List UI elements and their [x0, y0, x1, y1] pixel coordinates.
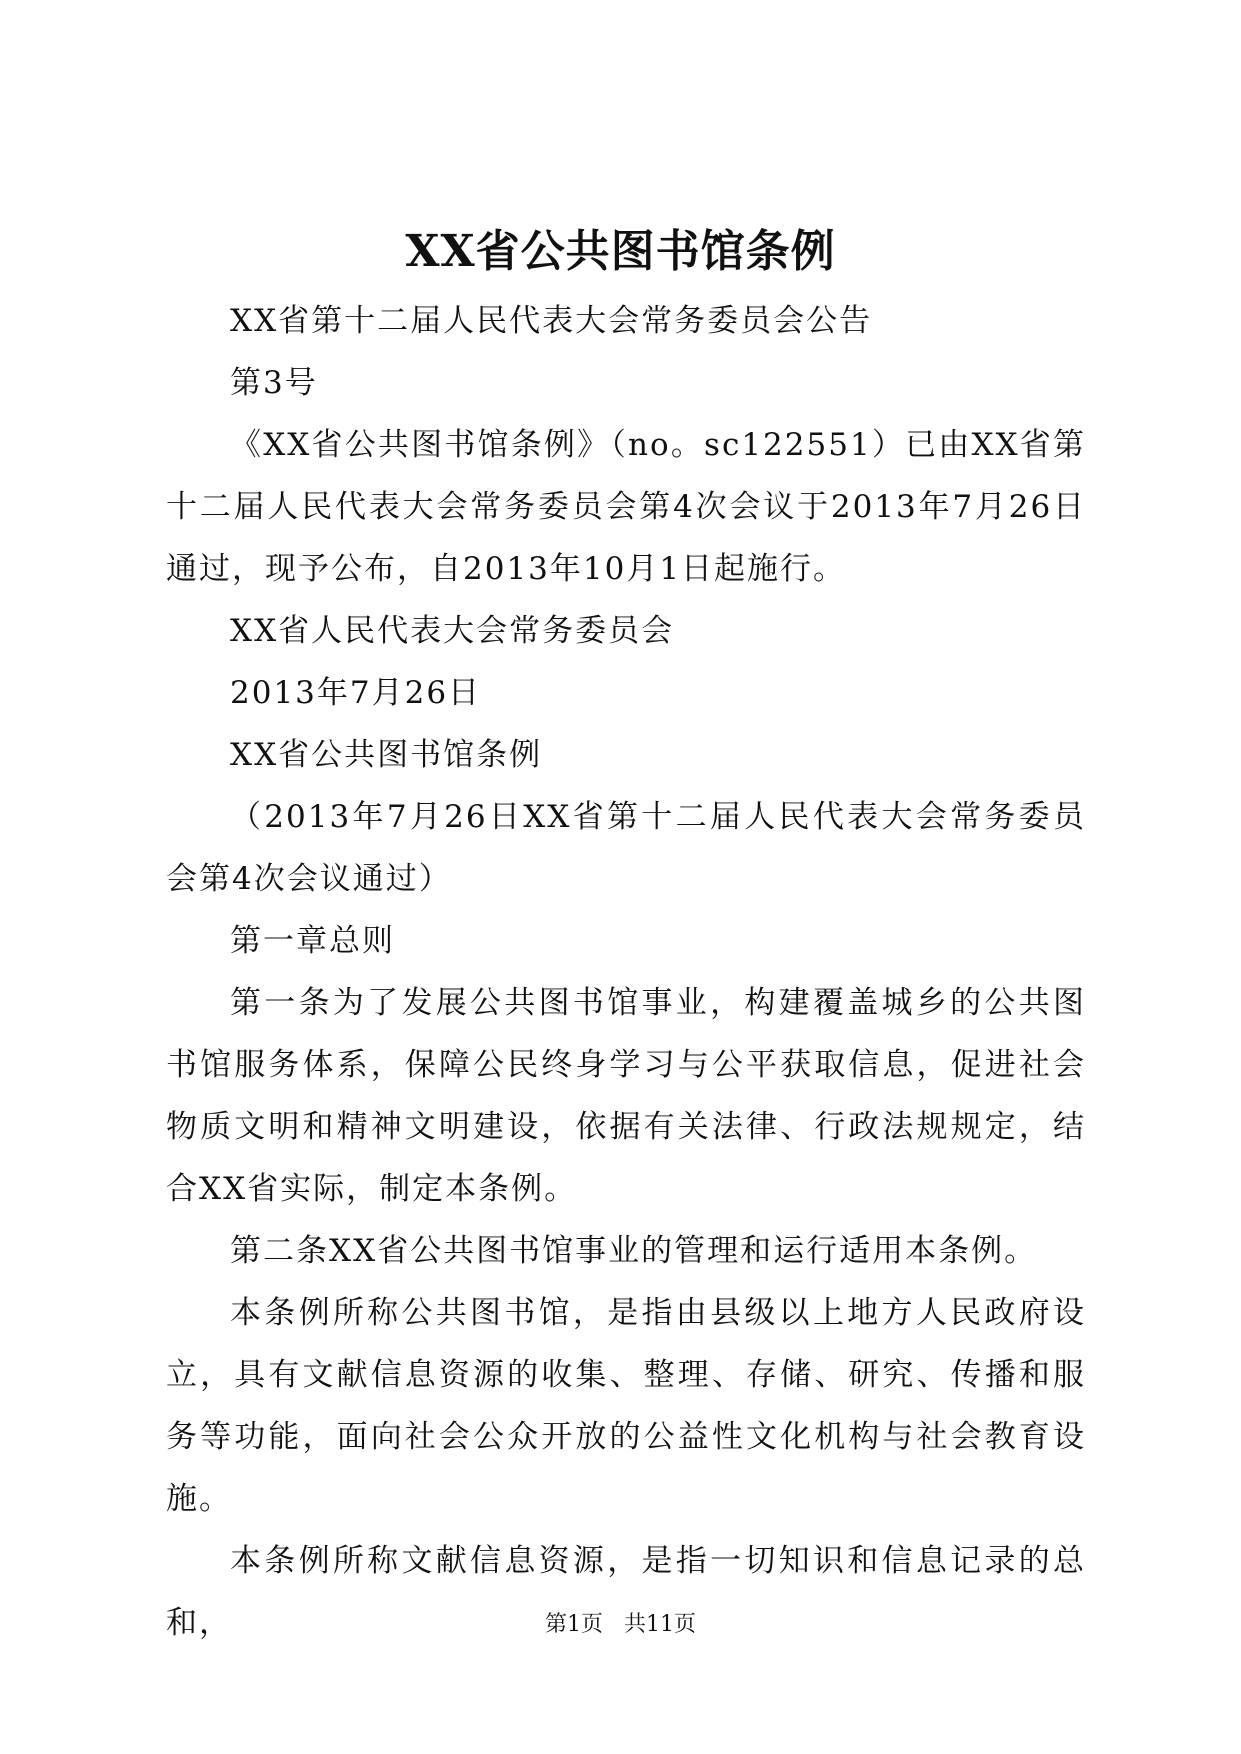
- paragraph-definition-library: 本条例所称公共图书馆，是指由县级以上地方人民政府设立，具有文献信息资源的收集、整理、存储、研究、传播和服务等功能，面向社会公众开放的公益性文化机构与社会教育设施。: [166, 1295, 1086, 1517]
- paragraph-regulation-title: XX省公共图书馆条例: [230, 737, 543, 773]
- page-separator: [610, 1612, 617, 1637]
- paragraph-article-1: 第一条为了发展公共图书馆事业，构建覆盖城乡的公共图书馆服务体系，保障公民终身学习与公平获取信息，促进社会物质文明和精神文明建设，依据有关法律、行政法规规定，结合XX省实际，制定本条例。: [166, 985, 1086, 1207]
- paragraph-adoption-note: （2013年7月26日XX省第十二届人民代表大会常务委员会第4次会议通过）: [166, 799, 1086, 897]
- document-body: [166, 290, 1086, 1654]
- paragraph-definition-resources: 本条例所称文献信息资源，是指一切知识和信息记录的总和，: [166, 1543, 1086, 1641]
- paragraph-chapter-heading: 第一章总则: [230, 923, 395, 959]
- document-title: XX省公共图书馆条例: [405, 226, 836, 277]
- paragraph-article-2: 第二条XX省公共图书馆事业的管理和运行适用本条例。: [230, 1233, 1038, 1269]
- paragraph-issuer: XX省人民代表大会常务委员会: [230, 613, 675, 649]
- page-total: 共11页: [624, 1612, 696, 1637]
- page-footer: [0, 1610, 1241, 1640]
- paragraph-announcement-body: 《XX省公共图书馆条例》（no。sc122551）已由XX省第十二届人民代表大会常务委员会第4次会议于2013年7月26日通过，现予公布，自2013年10月1日起施行。: [166, 427, 1086, 587]
- paragraph-announcement-number: 第3号: [230, 365, 318, 401]
- page-number: 第1页: [545, 1612, 603, 1637]
- paragraph-announcement-header: XX省第十二届人民代表大会常务委员会公告: [230, 303, 873, 339]
- paragraph-issue-date: 2013年7月26日: [230, 675, 482, 711]
